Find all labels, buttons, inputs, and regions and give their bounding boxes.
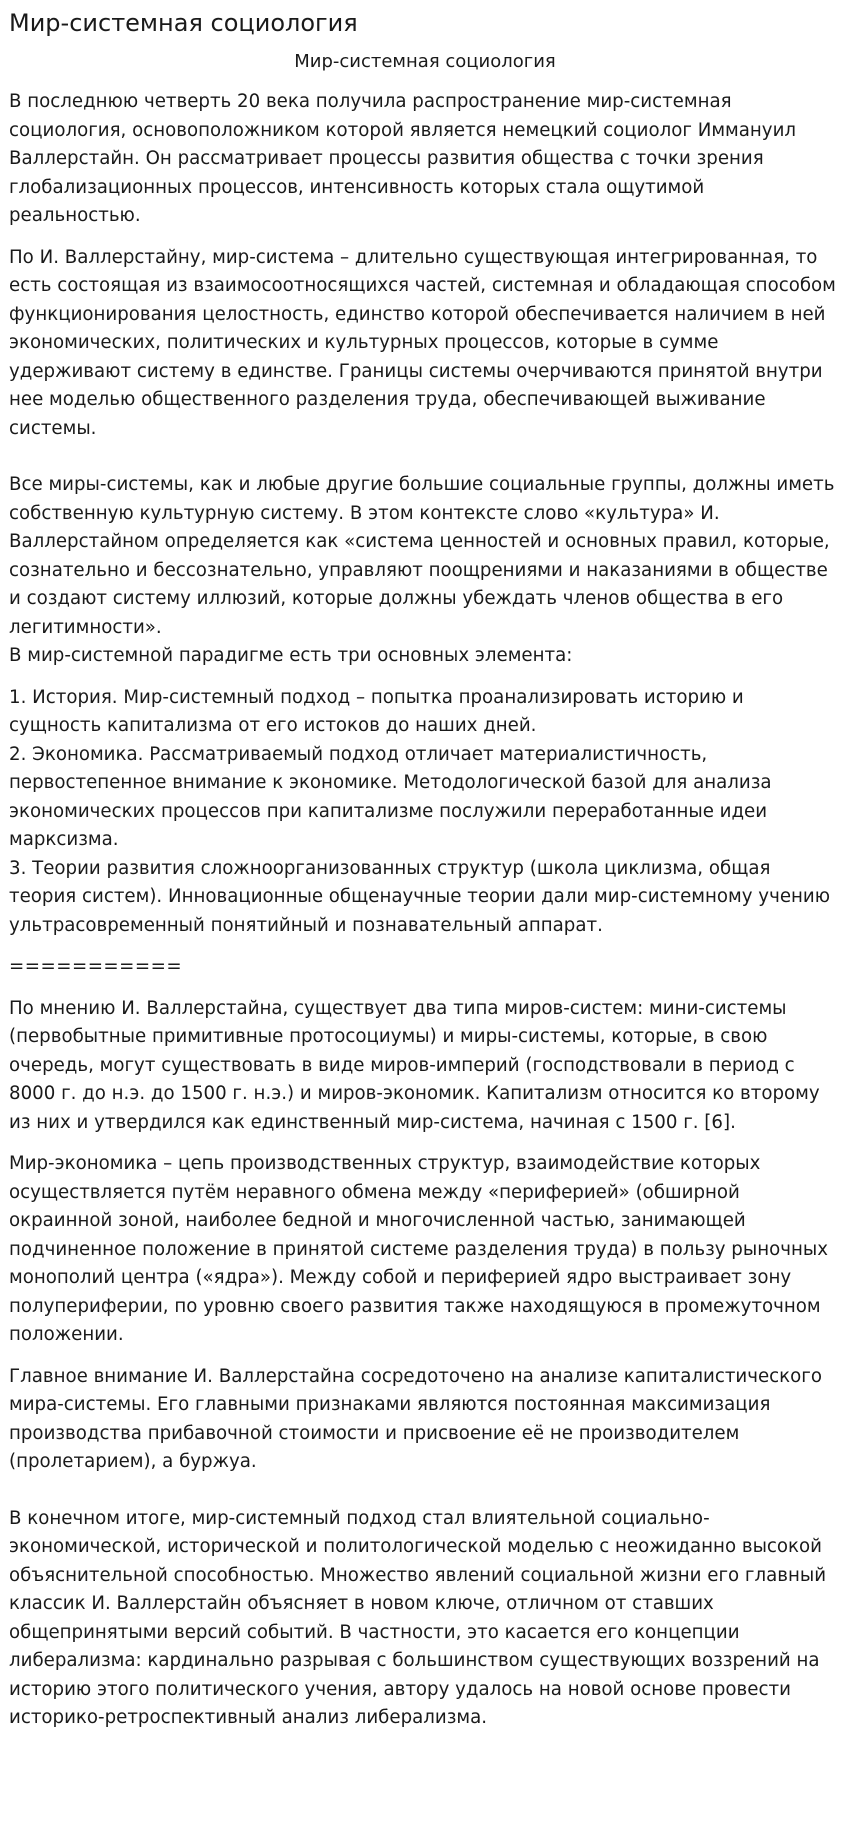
document-title: Мир-системная социология <box>9 9 358 37</box>
paragraph-culture: Все миры-системы, как и любые другие большие социальные группы, должны иметь собственную культурную систему. В этом контексте слово «культура» И. Валлерстайном определяется как «система ценностей и основных правил, которые, сознательно и бессознательно, управляют поощрениями и наказаниями в обществе и создают систему иллюзий, которые должны убеждать членов общества в его легитимности». <box>9 474 835 638</box>
paragraph-definition: По И. Валлерстайну, мир-система – длительно существующая интегрированная, то есть состоящая из взаимосоотносящихся частей, системная и обладающая способом функционирования целостность, единство которой обеспечивается наличием в ней экономических, политических и культурных процессов, которые в сумме удерживают систему в единстве. Границы системы очерчиваются принятой внутри нее моделью общественного разделения труда, обеспечивающей выживание системы. <box>9 246 836 439</box>
document-subtitle: Мир-системная социология <box>294 51 556 72</box>
paragraph-elements-intro: В мир-системной парадигме есть три основных элемента: <box>9 645 573 666</box>
paragraph-capitalism: Главное внимание И. Валлерстайна сосредоточено на анализе капиталистического мира-системы. Его главными признаками являются постоянная максимизация производства прибавочной стоимости и присвоение её не производителем (пролетарием), а буржуа. <box>9 1365 822 1472</box>
paragraph-elements-list: 1. История. Мир-системный подход – попытка проанализировать историю и сущность капитализма от его истоков до наших дней. 2. Экономика. Рассматриваемый подход отличает материалистичность, первостепенное внимание к экономике. Методологической базой для анализа экономических процессов при капитализме послужили переработанные идеи марксизма. 3. Теории развития сложноорганизованных структур (школа циклизма, общая теория систем). Инновационные общенаучные теории дали мир-системному учению ультрасовременный понятийный и познавательный аппарат. <box>9 686 831 936</box>
section-separator: =========== <box>9 956 183 977</box>
paragraph-types: По мнению И. Валлерстайна, существует два типа миров-систем: мини-системы (первобытные примитивные протосоциумы) и миры-системы, которые, в свою очередь, могут существовать в виде миров-империй (господствовали в период с 8000 г. до н.э. до 1500 г. н.э.) и миров-экономик. Капитализм относится ко второму из них и утвердился как единственный мир-система, начиная с 1500 г. [6]. <box>9 997 820 1133</box>
paragraph-world-economy: Мир-экономика – цепь производственных структур, взаимодействие которых осуществляется путём неравного обмена между «периферией» (обширной окраинной зоной, наиболее бедной и многочисленной частью, занимающей подчиненное положение в принятой системе разделения труда) в пользу рыночных монополий центра («ядра»). Между собой и периферией ядро выстраивает зону полупериферии, по уровню своего развития также находящуюся в промежуточном положении. <box>9 1153 828 1345</box>
paragraph-intro: В последнюю четверть 20 века получила распространение мир-системная социология, основоположником которой является немецкий социолог Иммануил Валлерстайн. Он рассматривает процессы развития общества с точки зрения глобализационных процессов, интенсивность которых стала ощутимой реальностью. <box>9 91 797 226</box>
paragraph-conclusion: В конечном итоге, мир-системный подход стал влиятельной социально-экономической, исторической и политологической моделью с неожиданно высокой объяснительной способностью. Множество явлений социальной жизни его главный классик И. Валлерстайн объясняет в новом ключе, отличном от ставших общепринятыми версий событий. В частности, это касается его концепции либерализма: кардинально разрывая с большинством существующих воззрений на историю этого политического учения, автору удалось на новой основе провести историко-ретроспективный анализ либерализма. <box>9 1507 827 1728</box>
